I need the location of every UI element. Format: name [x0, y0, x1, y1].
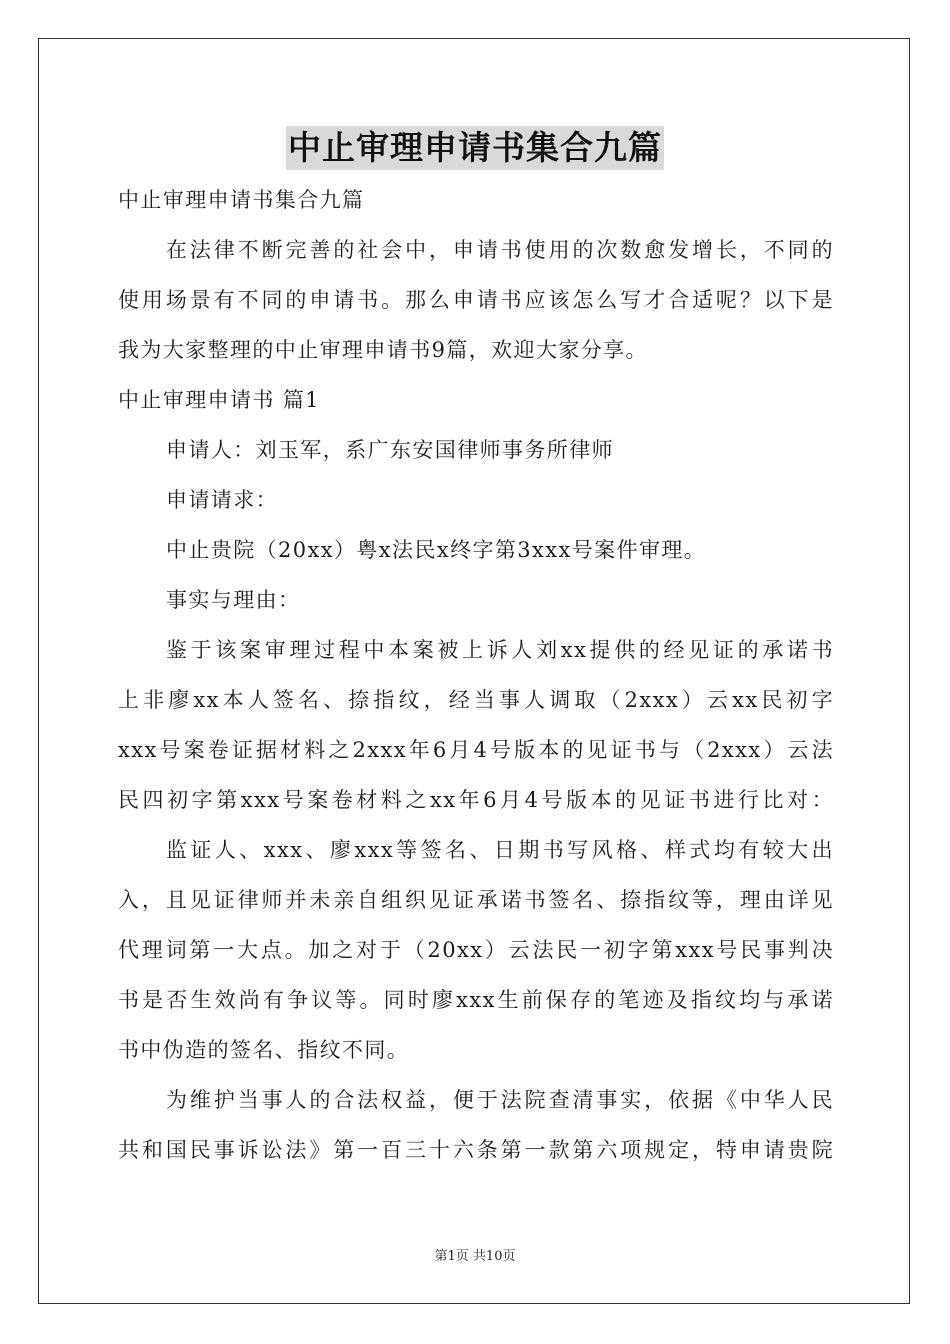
paragraph-line: 上非廖xx本人签名、捺指纹，经当事人调取（2xxx）云xx民初字	[118, 688, 834, 712]
section-heading: 中止审理申请书 篇1	[118, 388, 321, 412]
paragraph-line: 为维护当事人的合法权益，便于法院查清事实，依据《中华人民	[166, 1088, 834, 1112]
document-body	[118, 175, 834, 1175]
paragraph-line: 鉴于该案审理过程中本案被上诉人刘xx提供的经见证的承诺书	[166, 638, 834, 662]
paragraph-line: 书中伪造的签名、指纹不同。	[118, 1038, 410, 1062]
subtitle-line: 中止审理申请书集合九篇	[118, 188, 365, 212]
paragraph-line: 我为大家整理的中止审理申请书9篇，欢迎大家分享。	[118, 338, 648, 362]
facts-heading: 事实与理由：	[166, 588, 301, 612]
paragraph-line: xxx号案卷证据材料之2xxx年6月4号版本的见证书与（2xxx）云法	[118, 738, 834, 762]
request-line: 中止贵院（20xx）粤x法民x终字第3xxx号案件审理。	[166, 538, 707, 562]
applicant-line: 申请人：刘玉军，系广东安国律师事务所律师	[166, 438, 614, 462]
paragraph-line: 民四初字第xxx号案卷材料之xx年6月4号版本的见证书进行比对：	[118, 788, 834, 812]
paragraph-line: 代理词第一大点。加之对于（20xx）云法民一初字第xxx号民事判决	[118, 938, 834, 962]
paragraph-line: 入，且见证律师并未亲自组织见证承诺书签名、捺指纹等，理由详见	[118, 888, 834, 912]
document-title: 中止审理申请书集合九篇	[286, 126, 664, 170]
paragraph-line: 监证人、xxx、廖xxx等签名、日期书写风格、样式均有较大出	[166, 838, 834, 862]
request-heading: 申请请求：	[166, 488, 278, 512]
paragraph-line: 在法律不断完善的社会中，申请书使用的次数愈发增长，不同的	[166, 238, 834, 262]
paragraph-line: 使用场景有不同的申请书。那么申请书应该怎么写才合适呢？以下是	[118, 288, 834, 312]
page-footer: 第1页 共10页	[434, 1249, 516, 1264]
paragraph-line: 共和国民事诉讼法》第一百三十六条第一款第六项规定，特申请贵院	[118, 1138, 834, 1162]
paragraph-line: 书是否生效尚有争议等。同时廖xxx生前保存的笔迹及指纹均与承诺	[118, 988, 834, 1012]
title-container	[0, 126, 950, 170]
